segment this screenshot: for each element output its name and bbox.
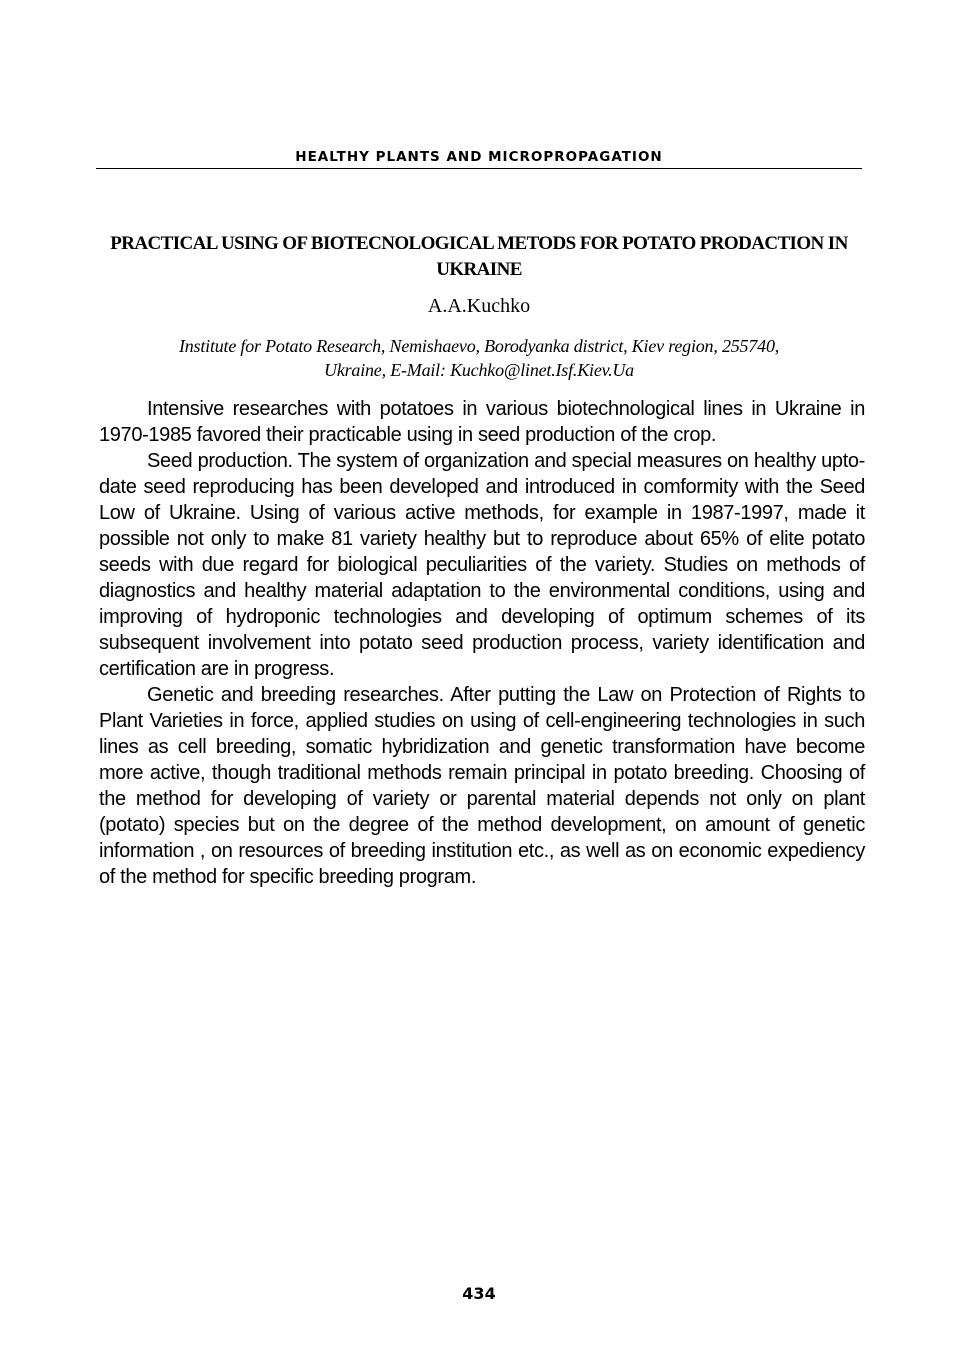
running-header: HEALTHY PLANTS AND MICROPROPAGATION (295, 149, 663, 165)
paragraph-seed-production: Seed production. The system of organization and special measures on healthy upto-date seed reproducing has been developed and introduced in comformity with the Seed Low of Ukraine. Using of various active methods, for example in 1987-1997, made it possible not only to make 81 variety healthy but to reproduce about 65% of elite potato seeds with due regard for biological peculiarities of the variety. Studies on methods of diagnostics and healthy material adaptation to the environmental conditions, using and improving of hydroponic technologies and developing of optimum schemes of its subsequent involvement into potato seed production process, variety identification and certification are in progress. (99, 450, 865, 680)
paragraph-intro: Intensive researches with potatoes in various biotechnological lines in Ukraine in 1970-1985 favored their practicable using in seed production of the crop. (99, 398, 865, 446)
page-number: 434 (462, 1284, 496, 1303)
abstract-body (99, 396, 865, 890)
affiliation-line-2: Ukraine, E-Mail: Kuchko@linet.Isf.Kiev.Ua (324, 360, 634, 380)
paragraph-genetic-breeding: Genetic and breeding researches. After putting the Law on Protection of Rights to Plant Varieties in force, applied studies on using of cell-engineering technologies in such lines as cell breeding, somatic hybridization and genetic transformation have become more active, though traditional methods remain principal in potato breeding. Choosing of the method for developing of variety or parental material depends not only on plant (potato) species but on the degree of the method development, on amount of genetic information , on resources of breeding institution etc., as well as on economic expediency of the method for specific breeding program. (99, 684, 865, 888)
author-affiliation (96, 334, 862, 382)
header-rule (96, 168, 862, 169)
paper-title: PRACTICAL USING OF BIOTECNOLOGICAL METODS FOR POTATO PRODACTION IN UKRAINE (110, 233, 848, 280)
author-name: A.A.Kuchko (427, 295, 531, 317)
affiliation-line-1: Institute for Potato Research, Nemishaevo, Borodyanka district, Kiev region, 255740, (178, 336, 780, 356)
